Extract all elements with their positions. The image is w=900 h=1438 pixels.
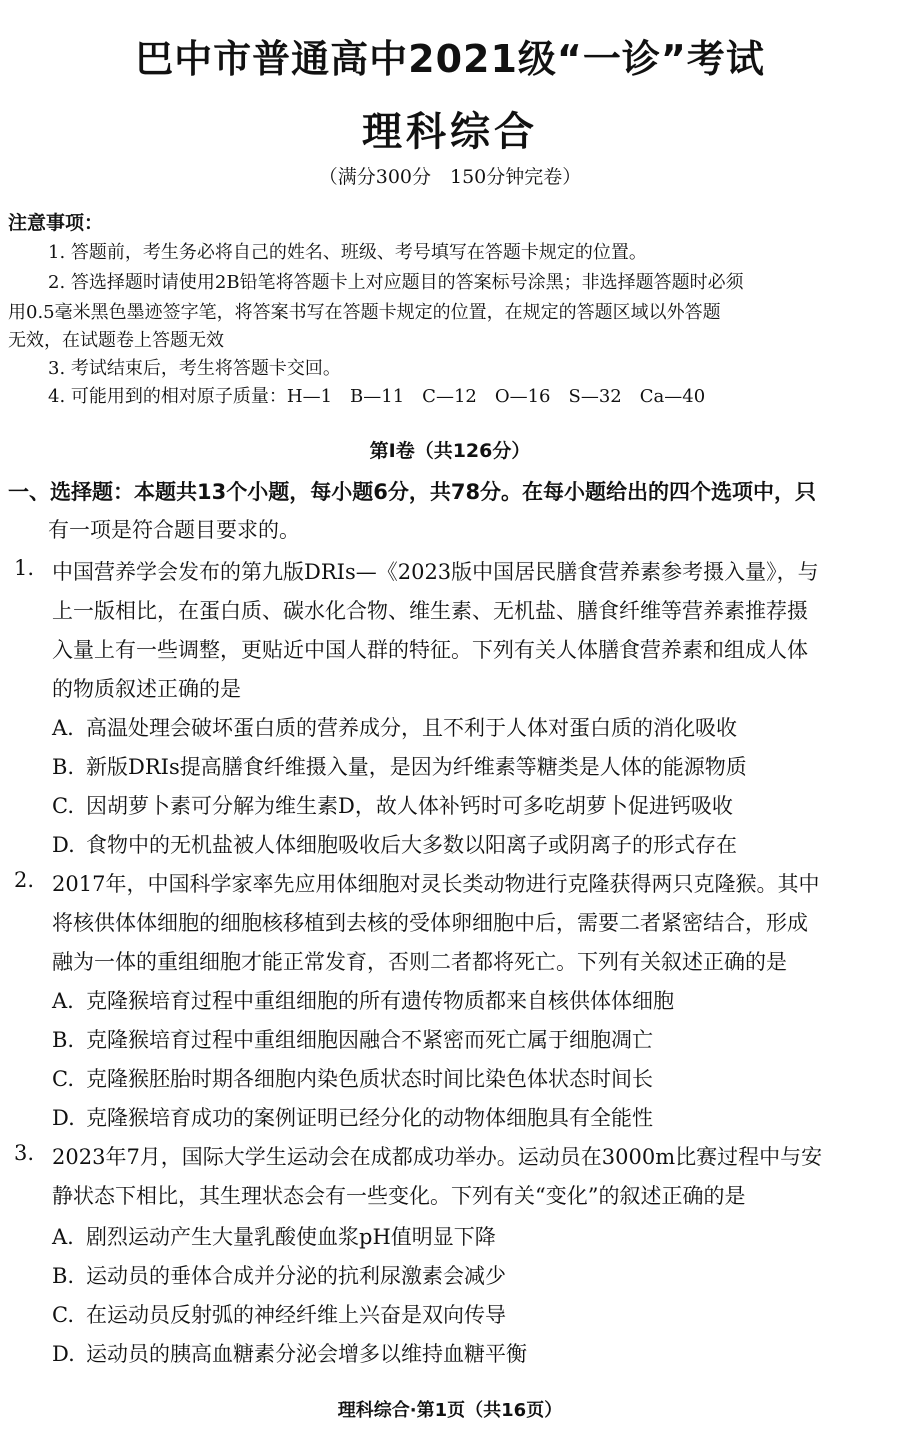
option-label: B. xyxy=(52,755,75,779)
volume-heading: 第Ⅰ卷（共126分） xyxy=(369,440,531,462)
option-a xyxy=(52,1221,496,1251)
question-stem-line: 入量上有一些调整，更贴近中国人群的特征。下列有关人体膳食营养素和组成人体 xyxy=(52,638,808,662)
option-label: A. xyxy=(52,1225,74,1249)
notes-heading: 注意事项： xyxy=(8,212,104,234)
option-d xyxy=(52,1338,527,1368)
option-d xyxy=(52,1102,653,1132)
option-label: C. xyxy=(52,1303,74,1327)
option-text: 克隆猴培育过程中重组细胞因融合不紧密而死亡属于细胞凋亡 xyxy=(86,1028,653,1052)
option-text: 新版DRIs提高膳食纤维摄入量，是因为纤维素等糖类是人体的能源物质 xyxy=(86,755,747,779)
option-a xyxy=(52,712,737,742)
option-label: D. xyxy=(52,833,75,857)
note-line: 2. 答选择题时请使用2B铅笔将答题卡上对应题目的答案标号涂黑；非选择题答题时必须 xyxy=(48,272,744,293)
option-text: 食物中的无机盐被人体细胞吸收后大多数以阳离子或阴离子的形式存在 xyxy=(86,833,737,857)
option-text: 剧烈运动产生大量乳酸使血浆pH值明显下降 xyxy=(86,1225,496,1249)
exam-meta: （满分300分 150分钟完卷） xyxy=(318,166,582,188)
option-b xyxy=(52,1024,653,1054)
option-b xyxy=(52,751,747,781)
option-c xyxy=(52,790,733,820)
part-instruction-line: 一、选择题：本题共13个小题，每小题6分，共78分。在每小题给出的四个选项中，只 xyxy=(8,480,817,504)
option-text: 因胡萝卜素可分解为维生素D，故人体补钙时可多吃胡萝卜促进钙吸收 xyxy=(86,794,733,818)
option-label: A. xyxy=(52,716,74,740)
question-stem-line: 融为一体的重组细胞才能正常发育，否则二者都将死亡。下列有关叙述正确的是 xyxy=(52,950,787,974)
part-instruction-line: 有一项是符合题目要求的。 xyxy=(48,518,300,542)
part-instruction xyxy=(8,476,816,506)
option-label: C. xyxy=(52,794,74,818)
question-number: 2. xyxy=(14,868,35,892)
subject-title: 理科综合 xyxy=(362,109,538,155)
note-line: 无效，在试题卷上答题无效 xyxy=(8,330,224,351)
question-stem-line: 的物质叙述正确的是 xyxy=(52,677,241,701)
page-footer: 理科综合·第1页（共16页） xyxy=(337,1400,563,1421)
question-number: 1. xyxy=(14,556,35,580)
question-stem-line: 2023年7月，国际大学生运动会在成都成功举办。运动员在3000m比赛过程中与安 xyxy=(52,1145,823,1169)
option-text: 在运动员反射弧的神经纤维上兴奋是双向传导 xyxy=(86,1303,506,1327)
option-label: B. xyxy=(52,1028,75,1052)
option-text: 运动员的胰高血糖素分泌会增多以维持血糖平衡 xyxy=(86,1342,527,1366)
question-number: 3. xyxy=(14,1141,35,1165)
option-text: 高温处理会破坏蛋白质的营养成分，且不利于人体对蛋白质的消化吸收 xyxy=(86,716,737,740)
option-d xyxy=(52,829,737,859)
option-text: 克隆猴培育过程中重组细胞的所有遗传物质都来自核供体体细胞 xyxy=(86,989,674,1013)
option-a xyxy=(52,985,674,1015)
note-line: 1. 答题前，考生务必将自己的姓名、班级、考号填写在答题卡规定的位置。 xyxy=(48,242,647,263)
question-stem-line: 静状态下相比，其生理状态会有一些变化。下列有关“变化”的叙述正确的是 xyxy=(52,1184,746,1208)
exam-title: 巴中市普通高中2021级“一诊”考试 xyxy=(135,37,765,81)
question-stem-line: 上一版相比，在蛋白质、碳水化合物、维生素、无机盐、膳食纤维等营养素推荐摄 xyxy=(52,599,808,623)
option-text: 运动员的垂体合成并分泌的抗利尿激素会减少 xyxy=(86,1264,506,1288)
option-label: C. xyxy=(52,1067,74,1091)
option-label: A. xyxy=(52,989,74,1013)
option-text: 克隆猴培育成功的案例证明已经分化的动物体细胞具有全能性 xyxy=(86,1106,653,1130)
note-line: 4. 可能用到的相对原子质量：H—1 B—11 C—12 O—16 S—32 Ca—40 xyxy=(48,386,706,407)
option-label: B. xyxy=(52,1264,75,1288)
option-label: D. xyxy=(52,1106,75,1130)
question-stem-line: 2017年，中国科学家率先应用体细胞对灵长类动物进行克隆获得两只克隆猴。其中 xyxy=(52,872,820,896)
option-label: D. xyxy=(52,1342,75,1366)
question-stem-line: 中国营养学会发布的第九版DRIs—《2023版中国居民膳食营养素参考摄入量》，与 xyxy=(52,560,819,584)
note-line: 3. 考试结束后，考生将答题卡交回。 xyxy=(48,358,341,379)
option-b xyxy=(52,1260,506,1290)
option-text: 克隆猴胚胎时期各细胞内染色质状态时间比染色体状态时间长 xyxy=(86,1067,653,1091)
question-stem-line: 将核供体体细胞的细胞核移植到去核的受体卵细胞中后，需要二者紧密结合，形成 xyxy=(52,911,808,935)
option-c xyxy=(52,1063,653,1093)
note-line: 用0.5毫米黑色墨迹签字笔，将答案书写在答题卡规定的位置，在规定的答题区域以外答题 xyxy=(8,302,721,323)
option-c xyxy=(52,1299,506,1329)
